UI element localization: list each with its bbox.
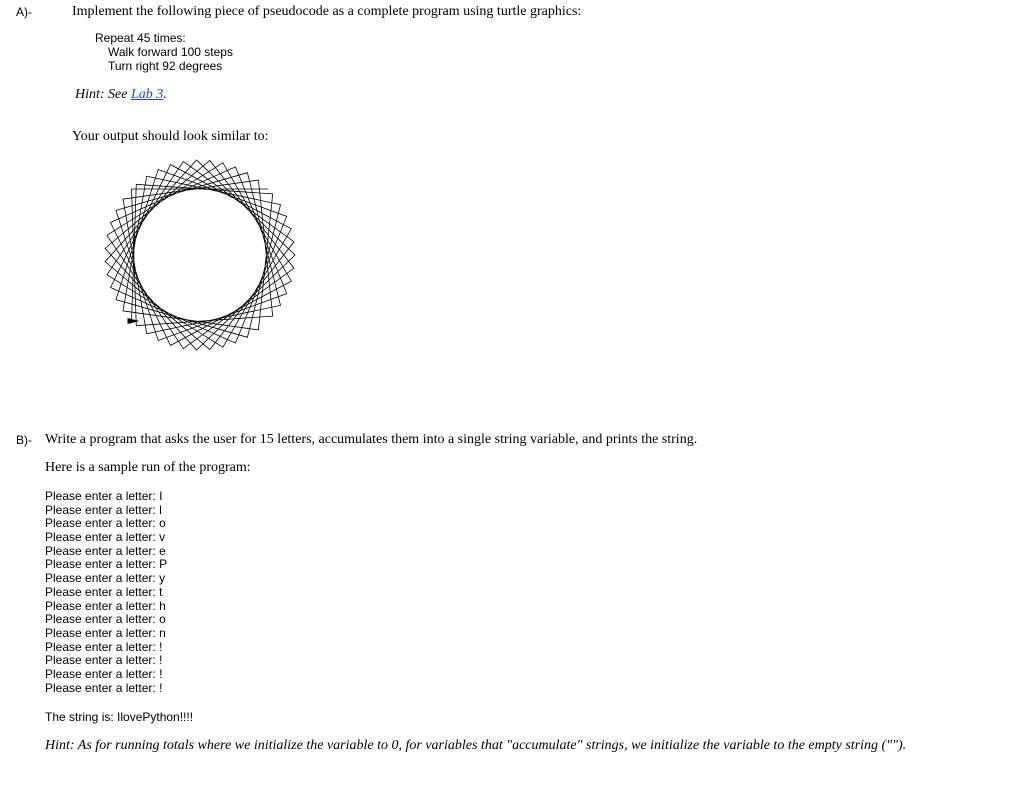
sample-output-line <box>45 545 167 559</box>
entered-letter: P <box>159 557 168 572</box>
entered-letter: ! <box>159 639 163 654</box>
entered-letter: o <box>159 516 166 531</box>
entered-letter: y <box>159 571 166 586</box>
input-prompt: Please enter a letter: <box>45 666 160 681</box>
input-prompt: Please enter a letter: <box>45 571 160 586</box>
sample-output-line <box>45 572 167 586</box>
sample-output-line <box>45 586 167 600</box>
entered-letter: h <box>159 598 166 613</box>
sample-run-output <box>45 490 167 695</box>
entered-letter: o <box>159 612 166 627</box>
part-a-hint <box>75 87 167 103</box>
turtle-arrow-icon <box>127 318 139 324</box>
turtle-output-figure <box>100 155 300 355</box>
lab-3-link[interactable]: Lab 3 <box>130 87 164 102</box>
sample-output-line <box>45 682 167 696</box>
sample-output-line <box>45 531 167 545</box>
sample-output-line <box>45 517 167 531</box>
entered-letter: e <box>159 543 166 558</box>
input-prompt: Please enter a letter: <box>45 584 160 599</box>
part-b-marker: B)- <box>16 433 32 447</box>
input-prompt: Please enter a letter: <box>45 516 160 531</box>
result-line: The string is: IlovePython!!!! <box>45 710 194 724</box>
entered-letter: ! <box>159 666 163 681</box>
entered-letter: n <box>159 625 166 640</box>
sample-output-line <box>45 641 167 655</box>
input-prompt: Please enter a letter: <box>45 653 160 668</box>
part-b-hint: Hint: As for running totals where we initialize the variable to 0, for variables that "accumulate" strings, we initialize the variable to the empty string (""). <box>45 738 907 753</box>
input-prompt: Please enter a letter: <box>45 598 160 613</box>
entered-letter: ! <box>159 653 163 668</box>
output-intro: Your output should look similar to: <box>72 129 269 144</box>
part-a-instruction: Implement the following piece of pseudocode as a complete program using turtle graphics: <box>72 4 582 19</box>
hint-prefix: Hint: See <box>75 87 131 102</box>
sample-output-line <box>45 504 167 518</box>
entered-letter: v <box>159 530 166 545</box>
sample-output-line <box>45 558 167 572</box>
sample-output-line <box>45 654 167 668</box>
input-prompt: Please enter a letter: <box>45 543 160 558</box>
sample-output-line <box>45 600 167 614</box>
input-prompt: Please enter a letter: <box>45 502 160 517</box>
sample-run-intro: Here is a sample run of the program: <box>45 460 251 475</box>
part-b-instruction: Write a program that asks the user for 15 letters, accumulates them into a single string variable, and prints the string. <box>45 432 698 447</box>
input-prompt: Please enter a letter: <box>45 612 160 627</box>
sample-output-line <box>45 668 167 682</box>
pseudocode-line-repeat: Repeat 45 times: <box>95 31 186 45</box>
input-prompt: Please enter a letter: <box>45 489 160 503</box>
input-prompt: Please enter a letter: <box>45 530 160 545</box>
part-a-marker: A)- <box>16 5 32 19</box>
sample-output-line <box>45 613 167 627</box>
pseudocode-line-walk: Walk forward 100 steps <box>108 45 233 59</box>
pseudocode-line-turn: Turn right 92 degrees <box>108 59 223 73</box>
entered-letter: l <box>159 502 162 517</box>
input-prompt: Please enter a letter: <box>45 625 160 640</box>
hint-suffix: . <box>163 87 167 102</box>
entered-letter: I <box>159 489 163 503</box>
entered-letter: t <box>159 584 163 599</box>
input-prompt: Please enter a letter: <box>45 680 160 695</box>
input-prompt: Please enter a letter: <box>45 639 160 654</box>
input-prompt: Please enter a letter: <box>45 557 160 572</box>
sample-output-line <box>45 627 167 641</box>
sample-output-line <box>45 490 167 504</box>
entered-letter: ! <box>159 680 163 695</box>
